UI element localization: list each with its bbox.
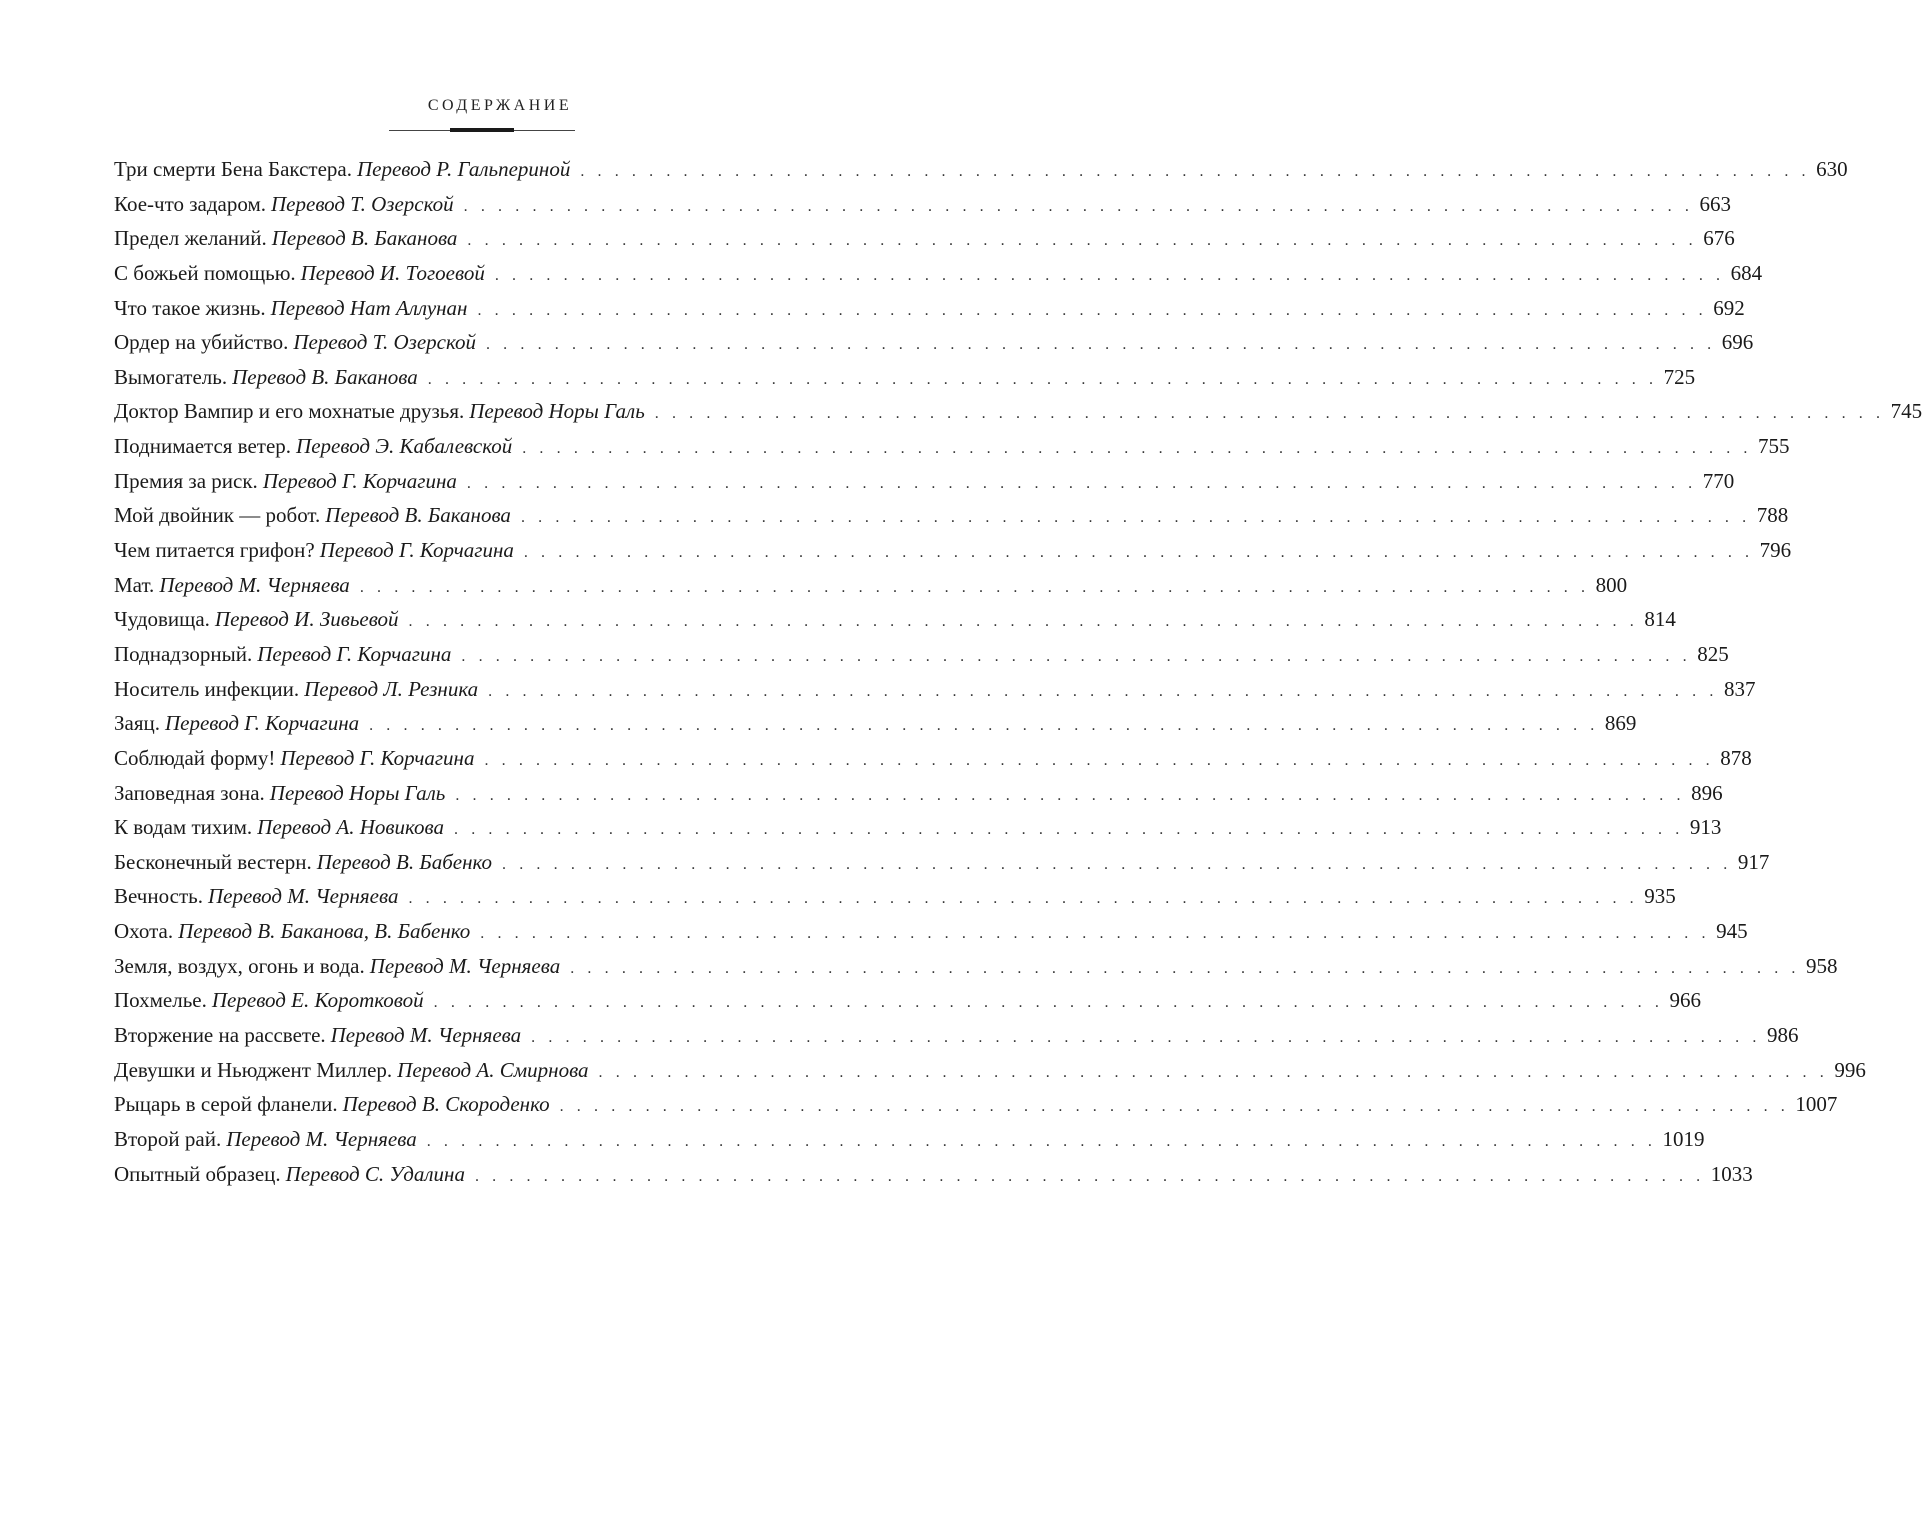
- toc-entry-title: Похмелье.: [114, 988, 207, 1013]
- toc-dot-leader: . . . . . . . . . . . . . . . . . . . . . . . . . . . . . . . . . . . . . . . . . . . . . . . . . . . . . . . . . . . . . . . . . . . . . . . .: [654, 405, 1885, 423]
- toc-dot-leader: . . . . . . . . . . . . . . . . . . . . . . . . . . . . . . . . . . . . . . . . . . . . . . . . . . . . . . . . . . . . . . . . . . . . . . . .: [467, 232, 1698, 250]
- toc-entry-title: Мат.: [114, 572, 155, 597]
- toc-entry-title: Носитель инфекции.: [114, 676, 300, 701]
- toc-entry-translator: Перевод Е. Коротковой: [211, 988, 424, 1013]
- toc-entry: [114, 672, 1756, 707]
- toc-entry-title: Три смерти Бена Бакстера.: [114, 157, 352, 181]
- toc-dot-leader: . . . . . . . . . . . . . . . . . . . . . . . . . . . . . . . . . . . . . . . . . . . . . . . . . . . . . . . . . . . . . . . . . . . . . . . .: [408, 890, 1639, 908]
- toc-entry: [114, 1018, 1799, 1053]
- toc-entry: [114, 845, 1770, 880]
- toc-entry: [114, 1122, 1705, 1157]
- toc-entry-title: Вечность.: [114, 884, 203, 909]
- toc-dot-leader: . . . . . . . . . . . . . . . . . . . . . . . . . . . . . . . . . . . . . . . . . . . . . . . . . . . . . . . . . . . . . . . . . . . . . . . .: [455, 786, 1686, 804]
- toc-entry-page: 814: [1644, 607, 1676, 632]
- toc-entry-translator: Перевод Г. Корчагина: [280, 745, 475, 770]
- toc-entry: [114, 152, 1848, 187]
- toc-entry: [114, 1157, 1753, 1192]
- toc-dot-leader: . . . . . . . . . . . . . . . . . . . . . . . . . . . . . . . . . . . . . . . . . . . . . . . . . . . . . . . . . . . . . . . . . . . . . . . .: [559, 1098, 1790, 1116]
- toc-dot-leader: . . . . . . . . . . . . . . . . . . . . . . . . . . . . . . . . . . . . . . . . . . . . . . . . . . . . . . . . . . . . . . . . . . . . . . . .: [426, 1132, 1657, 1150]
- toc-entry-title: Ордер на убийство.: [114, 330, 289, 355]
- toc-dot-leader: . . . . . . . . . . . . . . . . . . . . . . . . . . . . . . . . . . . . . . . . . . . . . . . . . . . . . . . . . . . . . . . . . . . . . . . .: [523, 544, 1754, 562]
- toc-entry-page: 745: [1890, 399, 1922, 424]
- toc-entry-translator: Перевод Р. Гальпериной: [356, 157, 571, 181]
- toc-entry-translator: Перевод С. Удалина: [285, 1161, 465, 1186]
- toc-entry-translator: Перевод Норы Галь: [469, 399, 645, 424]
- toc-entry: [114, 256, 1763, 291]
- toc-entry: [114, 394, 1922, 429]
- toc-dot-leader: . . . . . . . . . . . . . . . . . . . . . . . . . . . . . . . . . . . . . . . . . . . . . . . . . . . . . . . . . . . . . . . . . . . . . . . .: [484, 751, 1715, 769]
- toc-entry: [114, 568, 1628, 603]
- toc-entry-page: 966: [1669, 988, 1701, 1013]
- toc-dot-leader: . . . . . . . . . . . . . . . . . . . . . . . . . . . . . . . . . . . . . . . . . . . . . . . . . . . . . . . . . . . . . . . . . . . . . . . .: [408, 613, 1639, 631]
- toc-dot-leader: . . . . . . . . . . . . . . . . . . . . . . . . . . . . . . . . . . . . . . . . . . . . . . . . . . . . . . . . . . . . . . . . . . . . . . . .: [466, 474, 1697, 492]
- toc-entry-translator: Перевод И. Зивьевой: [214, 607, 399, 632]
- toc-entry: [114, 637, 1729, 672]
- toc-entry-translator: Перевод В. Баканова: [325, 503, 511, 528]
- page-header: [0, 96, 1000, 116]
- toc-dot-leader: . . . . . . . . . . . . . . . . . . . . . . . . . . . . . . . . . . . . . . . . . . . . . . . . . . . . . . . . . . . . . . . . . . . . . . . .: [474, 1167, 1705, 1185]
- toc-dot-leader: . . . . . . . . . . . . . . . . . . . . . . . . . . . . . . . . . . . . . . . . . . . . . . . . . . . . . . . . . . . . . . . . . . . . . . . .: [454, 821, 1684, 839]
- toc-entry: [114, 879, 1676, 914]
- toc-entry-translator: Перевод А. Новикова: [257, 815, 445, 840]
- toc-entry-page: 935: [1644, 884, 1676, 909]
- toc-entry: [114, 429, 1790, 464]
- toc-dot-leader: . . . . . . . . . . . . . . . . . . . . . . . . . . . . . . . . . . . . . . . . . . . . . . . . . . . . . . . . . . . . . . . . . . . . . . . .: [520, 509, 1751, 527]
- toc-entry-title: Второй рай.: [114, 1126, 222, 1151]
- toc-entry-title: С божьей помощью.: [114, 260, 296, 285]
- toc-entry-translator: Перевод Э. Кабалевской: [296, 434, 513, 459]
- toc-entry-title: Бесконечный вестерн.: [114, 849, 312, 874]
- toc-entry-page: 684: [1730, 260, 1763, 285]
- toc-entry: [114, 706, 1637, 741]
- toc-entry-translator: Перевод Г. Корчагина: [319, 538, 514, 563]
- toc-entry-page: 996: [1834, 1057, 1866, 1082]
- toc-entry-title: Кое-что задаром.: [114, 191, 267, 216]
- toc-entry-title: Заповедная зона.: [114, 780, 265, 805]
- toc-entry-page: 788: [1756, 503, 1789, 528]
- toc-dot-leader: . . . . . . . . . . . . . . . . . . . . . . . . . . . . . . . . . . . . . . . . . . . . . . . . . . . . . . . . . . . . . . . . . . . . . . . .: [477, 301, 1708, 319]
- toc-dot-leader: . . . . . . . . . . . . . . . . . . . . . . . . . . . . . . . . . . . . . . . . . . . . . . . . . . . . . . . . . . . . . . . . . . . . . . . .: [522, 440, 1753, 458]
- toc-entry-page: 896: [1691, 780, 1723, 805]
- toc-entry-translator: Перевод В. Баканова, В. Бабенко: [178, 919, 471, 944]
- toc-entry: [114, 949, 1838, 984]
- toc-dot-leader: . . . . . . . . . . . . . . . . . . . . . . . . . . . . . . . . . . . . . . . . . . . . . . . . . . . . . . . . . . . . . . . . . . . . . . . .: [463, 197, 1694, 215]
- toc-entry-translator: Перевод В. Бабенко: [316, 849, 493, 874]
- toc-entry-title: Предел желаний.: [114, 226, 267, 251]
- toc-entry: [114, 1087, 1838, 1122]
- toc-entry-title: Доктор Вампир и его мохнатые друзья.: [114, 399, 465, 424]
- toc-entry-translator: Перевод М. Черняева: [369, 953, 561, 978]
- toc-entry: [114, 221, 1735, 256]
- toc-entry-page: 878: [1720, 745, 1752, 770]
- toc-dot-leader: . . . . . . . . . . . . . . . . . . . . . . . . . . . . . . . . . . . . . . . . . . . . . . . . . . . . . . . . . . . . . . . . . . . . . . . .: [488, 682, 1718, 700]
- toc-entry-page: 1007: [1795, 1092, 1838, 1117]
- toc-entry-translator: Перевод Г. Корчагина: [262, 468, 457, 493]
- toc-entry: [114, 325, 1754, 360]
- toc-entry-translator: Перевод М. Черняева: [226, 1126, 417, 1151]
- toc-entry-page: 825: [1697, 641, 1729, 666]
- toc-entry-translator: Перевод М. Черняева: [159, 572, 350, 597]
- toc-entry-title: Вторжение на рассвете.: [114, 1023, 326, 1048]
- toc-entry-title: Мой двойник — робот.: [114, 503, 321, 528]
- toc-entry-title: Что такое жизнь.: [114, 295, 266, 320]
- toc-entry-title: Соблюдай форму!: [114, 745, 276, 770]
- header-divider-accent: [450, 128, 514, 132]
- toc-entry: [114, 464, 1735, 499]
- toc-dot-leader: . . . . . . . . . . . . . . . . . . . . . . . . . . . . . . . . . . . . . . . . . . . . . . . . . . . . . . . . . . . . . . . . . . . . . . . .: [369, 717, 1599, 735]
- toc-entry: [114, 1053, 1866, 1088]
- toc-dot-leader: . . . . . . . . . . . . . . . . . . . . . . . . . . . . . . . . . . . . . . . . . . . . . . . . . . . . . . . . . . . . . . . . . . . . . . . .: [580, 163, 1811, 180]
- toc-entry: [114, 776, 1723, 811]
- toc-entry-page: 913: [1689, 815, 1722, 840]
- toc-entry-title: Поднимается ветер.: [114, 434, 292, 459]
- toc-entry-translator: Перевод В. Баканова: [232, 364, 418, 389]
- toc-entry-page: 725: [1663, 364, 1696, 389]
- toc-entry-translator: Перевод Т. Озерской: [293, 330, 476, 355]
- toc-dot-leader: . . . . . . . . . . . . . . . . . . . . . . . . . . . . . . . . . . . . . . . . . . . . . . . . . . . . . . . . . . . . . . . . . . . . . . . .: [598, 1063, 1829, 1081]
- toc-entry-translator: Перевод И. Тогоевой: [300, 260, 485, 285]
- toc-entry-translator: Перевод В. Баканова: [271, 226, 458, 251]
- toc-entry-page: 958: [1806, 953, 1838, 978]
- toc-entry-page: 1019: [1662, 1126, 1705, 1151]
- toc-entry-title: Чудовища.: [114, 607, 210, 632]
- toc-entry: [114, 914, 1748, 949]
- toc-entry: [114, 983, 1701, 1018]
- toc-entry-translator: Перевод В. Скороденко: [342, 1092, 550, 1117]
- toc-entry-title: К водам тихим.: [114, 815, 253, 840]
- toc-entry-title: Земля, воздух, огонь и вода.: [114, 953, 365, 978]
- page-title: СОДЕРЖАНИЕ: [427, 97, 573, 114]
- toc-entry-title: Премия за риск.: [114, 468, 258, 493]
- toc-entry-page: 663: [1699, 191, 1731, 216]
- toc-dot-leader: . . . . . . . . . . . . . . . . . . . . . . . . . . . . . . . . . . . . . . . . . . . . . . . . . . . . . . . . . . . . . . . . . . . . . . . .: [570, 959, 1801, 977]
- toc-entry: [114, 533, 1792, 568]
- toc-entry-page: 692: [1713, 295, 1745, 320]
- toc-entry: [114, 498, 1789, 533]
- toc-entry-page: 630: [1816, 157, 1848, 181]
- toc-entry-page: 837: [1723, 676, 1756, 701]
- toc-dot-leader: . . . . . . . . . . . . . . . . . . . . . . . . . . . . . . . . . . . . . . . . . . . . . . . . . . . . . . . . . . . . . . . . . . . . . . . .: [485, 336, 1716, 354]
- toc-dot-leader: . . . . . . . . . . . . . . . . . . . . . . . . . . . . . . . . . . . . . . . . . . . . . . . . . . . . . . . . . . . . . . . . . . . . . . . .: [502, 855, 1732, 873]
- toc-dot-leader: . . . . . . . . . . . . . . . . . . . . . . . . . . . . . . . . . . . . . . . . . . . . . . . . . . . . . . . . . . . . . . . . . . . . . . . .: [433, 994, 1664, 1012]
- toc-entry-title: Заяц.: [114, 711, 160, 736]
- table-of-contents: [114, 152, 1922, 1191]
- toc-entry-page: 917: [1737, 849, 1770, 874]
- toc-entry-page: 945: [1716, 919, 1748, 944]
- toc-entry-translator: Перевод Г. Корчагина: [165, 711, 360, 736]
- toc-entry: [114, 187, 1731, 222]
- toc-entry: [114, 741, 1752, 776]
- toc-entry-page: 770: [1702, 468, 1735, 493]
- toc-dot-leader: . . . . . . . . . . . . . . . . . . . . . . . . . . . . . . . . . . . . . . . . . . . . . . . . . . . . . . . . . . . . . . . . . . . . . . . .: [531, 1029, 1761, 1047]
- toc-entry-translator: Перевод Л. Резника: [304, 676, 479, 701]
- toc-dot-leader: . . . . . . . . . . . . . . . . . . . . . . . . . . . . . . . . . . . . . . . . . . . . . . . . . . . . . . . . . . . . . . . . . . . . . . . .: [494, 266, 1725, 284]
- toc-entry-title: Поднадзорный.: [114, 641, 253, 666]
- toc-entry-page: 755: [1758, 434, 1790, 459]
- toc-entry: [114, 360, 1696, 395]
- toc-entry-translator: Перевод М. Черняева: [330, 1023, 522, 1048]
- toc-entry: [114, 291, 1745, 326]
- toc-entry: [114, 810, 1722, 845]
- toc-entry-title: Девушки и Ньюджент Миллер.: [114, 1057, 393, 1082]
- toc-entry-page: 676: [1703, 226, 1735, 251]
- toc-entry-page: 800: [1595, 572, 1628, 597]
- toc-entry-page: 986: [1766, 1023, 1799, 1048]
- toc-entry-translator: Перевод М. Черняева: [207, 884, 399, 909]
- toc-entry-page: 796: [1759, 538, 1792, 563]
- toc-entry-page: 696: [1721, 330, 1754, 355]
- toc-entry-title: Вымогатель.: [114, 364, 228, 389]
- toc-dot-leader: . . . . . . . . . . . . . . . . . . . . . . . . . . . . . . . . . . . . . . . . . . . . . . . . . . . . . . . . . . . . . . . . . . . . . . . .: [359, 578, 1590, 596]
- toc-entry-translator: Перевод Г. Корчагина: [257, 641, 452, 666]
- toc-dot-leader: . . . . . . . . . . . . . . . . . . . . . . . . . . . . . . . . . . . . . . . . . . . . . . . . . . . . . . . . . . . . . . . . . . . . . . . .: [480, 925, 1711, 943]
- toc-entry-page: 1033: [1710, 1161, 1753, 1186]
- toc-dot-leader: . . . . . . . . . . . . . . . . . . . . . . . . . . . . . . . . . . . . . . . . . . . . . . . . . . . . . . . . . . . . . . . . . . . . . . . .: [427, 370, 1658, 388]
- toc-entry-translator: Перевод Т. Озерской: [271, 191, 454, 216]
- toc-entry-title: Рыцарь в серой фланели.: [114, 1092, 338, 1117]
- toc-entry-title: Чем питается грифон?: [114, 538, 315, 563]
- toc-entry-title: Охота.: [114, 919, 174, 944]
- toc-entry-translator: Перевод А. Смирнова: [397, 1057, 589, 1082]
- toc-entry: [114, 602, 1676, 637]
- toc-entry-translator: Перевод Норы Галь: [269, 780, 446, 805]
- toc-entry-translator: Перевод Нат Аллунан: [270, 295, 468, 320]
- toc-entry-page: 869: [1604, 711, 1637, 736]
- toc-dot-leader: . . . . . . . . . . . . . . . . . . . . . . . . . . . . . . . . . . . . . . . . . . . . . . . . . . . . . . . . . . . . . . . . . . . . . . . .: [461, 647, 1692, 665]
- toc-entry-title: Опытный образец.: [114, 1161, 281, 1186]
